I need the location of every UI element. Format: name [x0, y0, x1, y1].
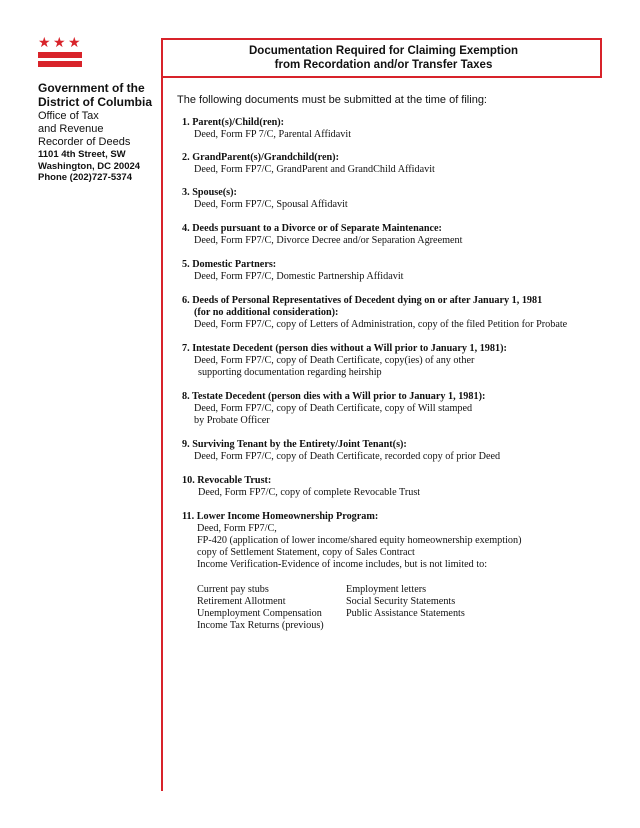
flag-bar	[38, 52, 82, 58]
list-item	[182, 223, 462, 247]
income-row	[197, 584, 465, 596]
income-evidence-item: Employment letters	[346, 584, 427, 595]
item-docs: by Probate Officer	[194, 415, 270, 426]
income-evidence-item: Retirement Allotment	[197, 596, 286, 607]
income-evidence-item: Unemployment Compensation	[197, 608, 322, 619]
flag-bar	[38, 61, 82, 67]
item-docs: Deed, Form FP7/C, Divorce Decree and/or Separation Agreement	[194, 235, 463, 246]
item-heading: 11. Lower Income Homeownership Program:	[182, 511, 379, 522]
item-heading: 7. Intestate Decedent (person dies without a Will prior to January 1, 1981):	[182, 343, 507, 354]
star-icon: ★	[38, 35, 51, 51]
income-row	[197, 620, 465, 632]
list-item	[182, 439, 500, 463]
item-docs: Deed, Form FP7/C, copy of Letters of Administration, copy of the filed Petition for Probate	[194, 319, 568, 330]
agency-dept: and Revenue	[38, 123, 104, 135]
item-heading: 2. GrandParent(s)/Grandchild(ren):	[182, 152, 339, 163]
item-docs: Deed, Form FP7/C, copy of Death Certificate, copy of Will stamped	[194, 403, 473, 414]
income-evidence-list	[197, 584, 465, 632]
agency-block	[38, 81, 156, 184]
intro-text: The following documents must be submitted at the time of filing:	[177, 94, 487, 106]
item-docs: Deed, Form FP 7/C, Parental Affidavit	[194, 129, 352, 140]
agency-name: District of Columbia	[38, 95, 153, 109]
income-evidence-item: Public Assistance Statements	[346, 608, 465, 619]
list-item	[182, 295, 567, 331]
income-evidence-item: Income Tax Returns (previous)	[197, 620, 324, 631]
income-evidence-item: Social Security Statements	[346, 596, 456, 607]
income-row	[197, 608, 465, 620]
item-docs: Deed, Form FP7/C, Spousal Affidavit	[194, 199, 348, 210]
item-docs: FP-420 (application of lower income/shared equity homeownership exemption)	[197, 535, 522, 546]
star-icon: ★	[53, 35, 66, 51]
agency-dept: Office of Tax	[38, 110, 99, 122]
item-heading: 1. Parent(s)/Child(ren):	[182, 117, 285, 128]
list-item	[182, 152, 435, 176]
agency-address: 1101 4th Street, SW	[38, 149, 126, 160]
item-docs: Deed, Form FP7/C,	[197, 523, 277, 534]
item-heading: 9. Surviving Tenant by the Entirety/Joint Tenant(s):	[182, 439, 407, 450]
item-heading: 6. Deeds of Personal Representatives of Decedent dying on or after January 1, 1981	[182, 295, 543, 306]
list-item	[182, 391, 485, 427]
item-heading: 8. Testate Decedent (person dies with a Will prior to January 1, 1981):	[182, 391, 486, 402]
list-item	[182, 511, 522, 571]
income-row	[197, 596, 465, 608]
item-docs: Deed, Form FP7/C, Domestic Partnership Affidavit	[194, 271, 404, 282]
item-docs: Deed, Form FP7/C, GrandParent and GrandChild Affidavit	[194, 164, 435, 175]
list-item	[182, 343, 507, 379]
title-line: from Recordation and/or Transfer Taxes	[274, 59, 493, 71]
item-docs: supporting documentation regarding heirship	[198, 367, 382, 378]
item-heading: (for no additional consideration):	[194, 307, 339, 318]
item-docs: copy of Settlement Statement, copy of Sales Contract	[197, 547, 415, 558]
agency-address: Washington, DC 20024	[38, 160, 141, 172]
list-item	[182, 259, 404, 283]
income-evidence-item: Current pay stubs	[197, 584, 269, 595]
item-heading: 10. Revocable Trust:	[182, 475, 272, 486]
item-heading: 3. Spouse(s):	[182, 187, 237, 198]
margin-rule	[161, 39, 163, 791]
page-title	[161, 38, 602, 78]
item-docs: Deed, Form FP7/C, copy of Death Certificate, recorded copy of prior Deed	[194, 451, 501, 462]
item-heading: 4. Deeds pursuant to a Divorce or of Separate Maintenance:	[182, 223, 442, 234]
item-heading: 5. Domestic Partners:	[182, 259, 277, 270]
dc-flag-logo	[38, 36, 84, 72]
agency-phone: Phone (202)727-5374	[38, 172, 132, 183]
star-icon: ★	[68, 35, 81, 51]
agency-dept: Recorder of Deeds	[38, 136, 131, 148]
item-docs: Income Verification-Evidence of income includes, but is not limited to:	[197, 559, 488, 570]
agency-name: Government of the	[38, 81, 145, 95]
title-line: Documentation Required for Claiming Exemption	[249, 45, 518, 57]
item-docs: Deed, Form FP7/C, copy of Death Certificate, copy(ies) of any other	[194, 355, 475, 366]
list-item	[182, 117, 351, 141]
list-item	[182, 475, 420, 499]
item-docs: Deed, Form FP7/C, copy of complete Revocable Trust	[198, 487, 421, 498]
list-item	[182, 187, 348, 211]
